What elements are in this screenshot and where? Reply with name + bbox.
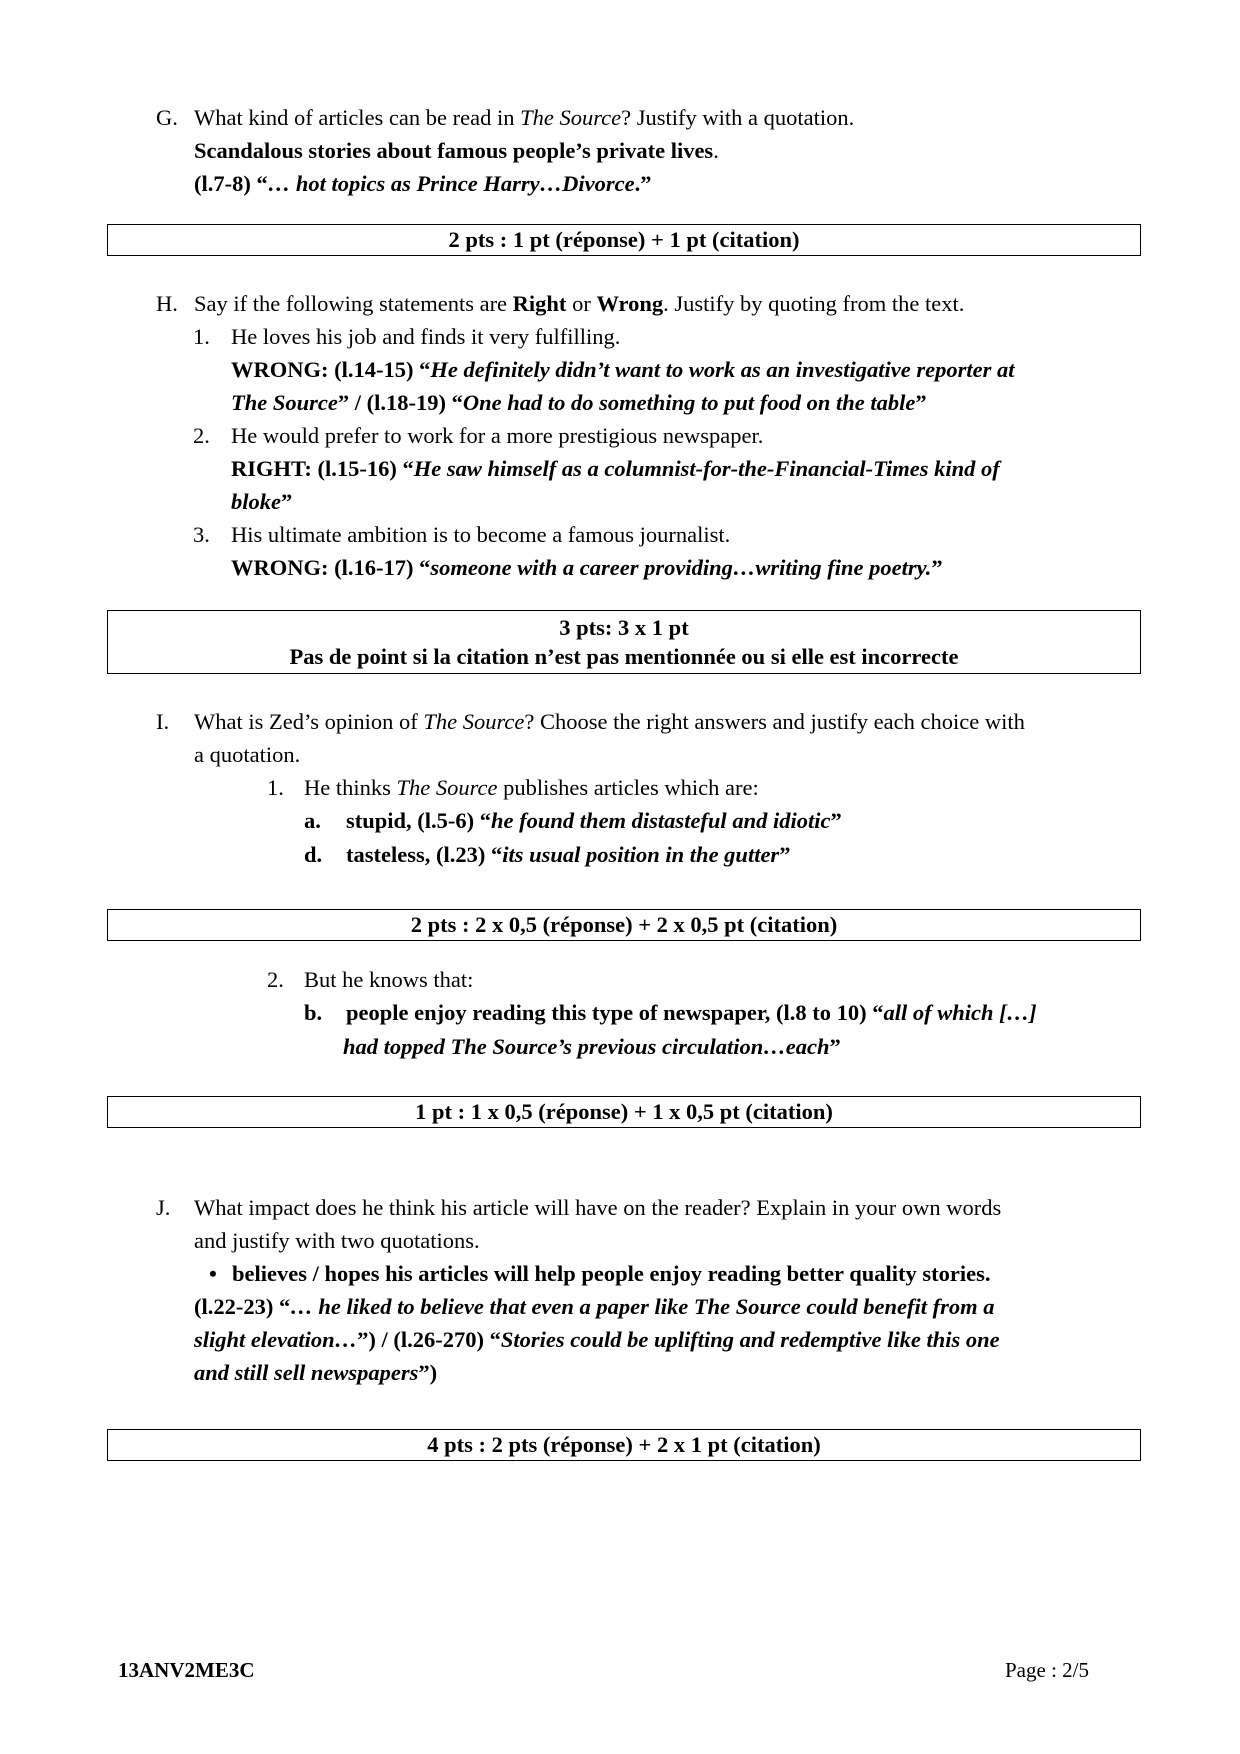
scoring-box-i2 <box>107 1096 1141 1128</box>
scoring-text: 2 pts : 2 x 0,5 (réponse) + 2 x 0,5 pt (citation) <box>410 912 838 937</box>
sub-question-text: But he knows that: <box>304 967 474 992</box>
scoring-text: 2 pts : 1 pt (réponse) + 1 pt (citation) <box>448 227 800 252</box>
answer-text: Scandalous stories about famous people’s private lives. <box>194 138 719 163</box>
question-letter: H. <box>156 291 178 316</box>
scoring-box-i1 <box>107 909 1141 941</box>
scoring-note: Pas de point si la citation n’est pas mentionnée ou si elle est incorrecte <box>289 644 959 669</box>
question-h <box>156 287 965 320</box>
choice-b: b. people enjoy reading this type of newspaper, (l.8 to 10) “all of which […] <box>304 996 1037 1029</box>
scoring-box-j <box>107 1429 1141 1461</box>
question-letter: G. <box>156 105 178 130</box>
item-number: 1. <box>267 775 284 800</box>
quotation: (l.7-8) “… hot topics as Prince Harry…Divorce.” <box>194 171 652 196</box>
sub-question-2 <box>267 963 1037 1059</box>
question-text: What is Zed’s opinion of The Source? Choose the right answers and justify each choice with <box>194 709 1025 734</box>
item-number: 1. <box>193 324 210 349</box>
choice-letter: a. <box>304 808 321 833</box>
question-text: What kind of articles can be read in The Source? Justify with a quotation. <box>194 105 855 130</box>
question-text: Say if the following statements are Right or Wrong. Justify by quoting from the text. <box>194 291 965 316</box>
question-g <box>156 101 855 200</box>
statement-text: He would prefer to work for a more prestigious newspaper. <box>231 423 764 448</box>
choice-a: a. stupid, (l.5-6) “he found them distasteful and idiotic” <box>304 804 842 837</box>
statement-text: He loves his job and finds it very fulfilling. <box>231 324 621 349</box>
sub-question-text: He thinks The Source publishes articles which are: <box>304 775 759 800</box>
question-letter: I. <box>156 709 170 734</box>
quotation-line: (l.22-23) “… he liked to believe that even a paper like The Source could benefit from a <box>194 1294 995 1319</box>
question-i <box>156 705 1025 771</box>
question-j <box>156 1191 1002 1389</box>
answer-line: WRONG: (l.14-15) “He definitely didn’t want to work as an investigative reporter at <box>231 357 1015 382</box>
answer-line: bloke” <box>231 489 293 514</box>
statement-3 <box>193 518 943 584</box>
quotation-line: and still sell newspapers”) <box>194 1360 438 1385</box>
sub-question-1 <box>267 771 842 867</box>
question-text-cont: and justify with two quotations. <box>194 1228 480 1253</box>
answer-line: WRONG: (l.16-17) “someone with a career providing…writing fine poetry.” <box>231 555 943 580</box>
item-number: 3. <box>193 522 210 547</box>
item-number: 2. <box>193 423 210 448</box>
choice-letter: d. <box>304 842 323 867</box>
choice-b-cont: had topped The Source’s previous circulation…each” <box>343 1034 841 1059</box>
answer-line: RIGHT: (l.15-16) “He saw himself as a columnist-for-the-Financial-Times kind of <box>231 456 1000 481</box>
statement-text: His ultimate ambition is to become a famous journalist. <box>231 522 731 547</box>
answer-line: The Source” / (l.18-19) “One had to do something to put food on the table” <box>231 390 927 415</box>
question-text-cont: a quotation. <box>194 742 301 767</box>
scoring-text: 4 pts : 2 pts (réponse) + 2 x 1 pt (citation) <box>427 1432 821 1457</box>
statement-1 <box>193 320 1015 419</box>
statement-2 <box>193 419 1000 518</box>
document-code: 13ANV2ME3C <box>118 1658 255 1682</box>
scoring-text: 3 pts: 3 x 1 pt <box>559 615 689 640</box>
item-number: 2. <box>267 967 284 992</box>
question-text: What impact does he think his article will have on the reader? Explain in your own words <box>194 1195 1002 1220</box>
page-number: Page : 2/5 <box>1005 1658 1089 1682</box>
scoring-text: 1 pt : 1 x 0,5 (réponse) + 1 x 0,5 pt (citation) <box>415 1099 833 1124</box>
scoring-box-h <box>107 610 1141 674</box>
choice-letter: b. <box>304 1000 323 1025</box>
quotation-line: slight elevation…”) / (l.26-270) “Stories could be uplifting and redemptive like this one <box>194 1327 1000 1352</box>
question-letter: J. <box>156 1195 171 1220</box>
bullet-icon: • <box>209 1261 217 1286</box>
answer-text: • believes / hopes his articles will help people enjoy reading better quality stories. <box>194 1257 1001 1290</box>
scoring-box-g <box>107 224 1141 256</box>
choice-d: d. tasteless, (l.23) “its usual position in the gutter” <box>304 838 790 871</box>
